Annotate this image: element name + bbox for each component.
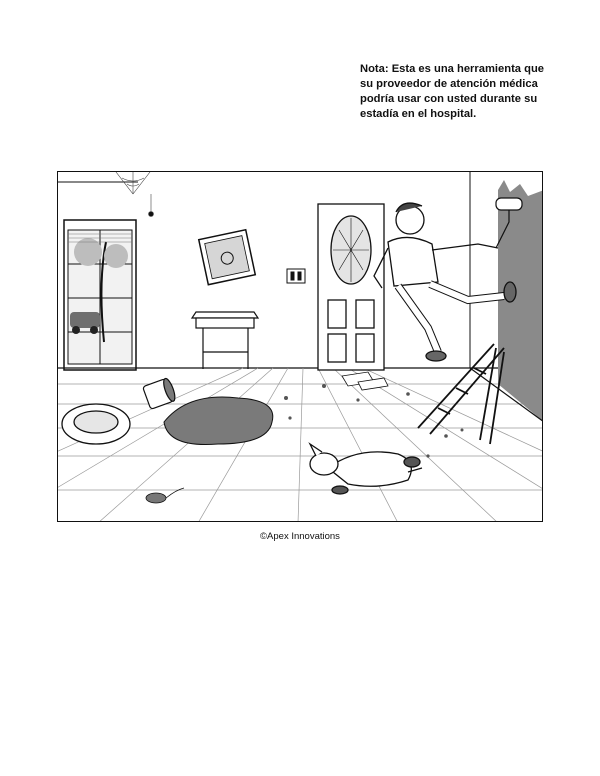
papers: [342, 372, 388, 390]
room-hazard-illustration: [58, 172, 543, 522]
note-line: estadía en el hospital.: [360, 108, 477, 120]
front-door: [318, 204, 384, 370]
note-line: su proveedor de atención médica: [360, 78, 538, 90]
copyright-text: ©Apex Innovations: [260, 531, 340, 542]
cobweb: [116, 172, 154, 217]
note-text: [360, 62, 560, 122]
dog: [310, 444, 422, 494]
light-switch: [287, 269, 305, 283]
note-line: podría usar con usted durante su: [360, 93, 538, 105]
window: [64, 220, 136, 370]
spilled-paint: [143, 377, 273, 444]
note-line: Nota: Esta es una herramienta que: [360, 63, 545, 75]
tilted-picture: [199, 230, 256, 285]
falling-person: [374, 203, 516, 361]
floor-tiles: [58, 368, 543, 522]
illustration-frame: [57, 171, 543, 522]
side-table: [192, 312, 258, 369]
pet-bed: [62, 404, 130, 444]
